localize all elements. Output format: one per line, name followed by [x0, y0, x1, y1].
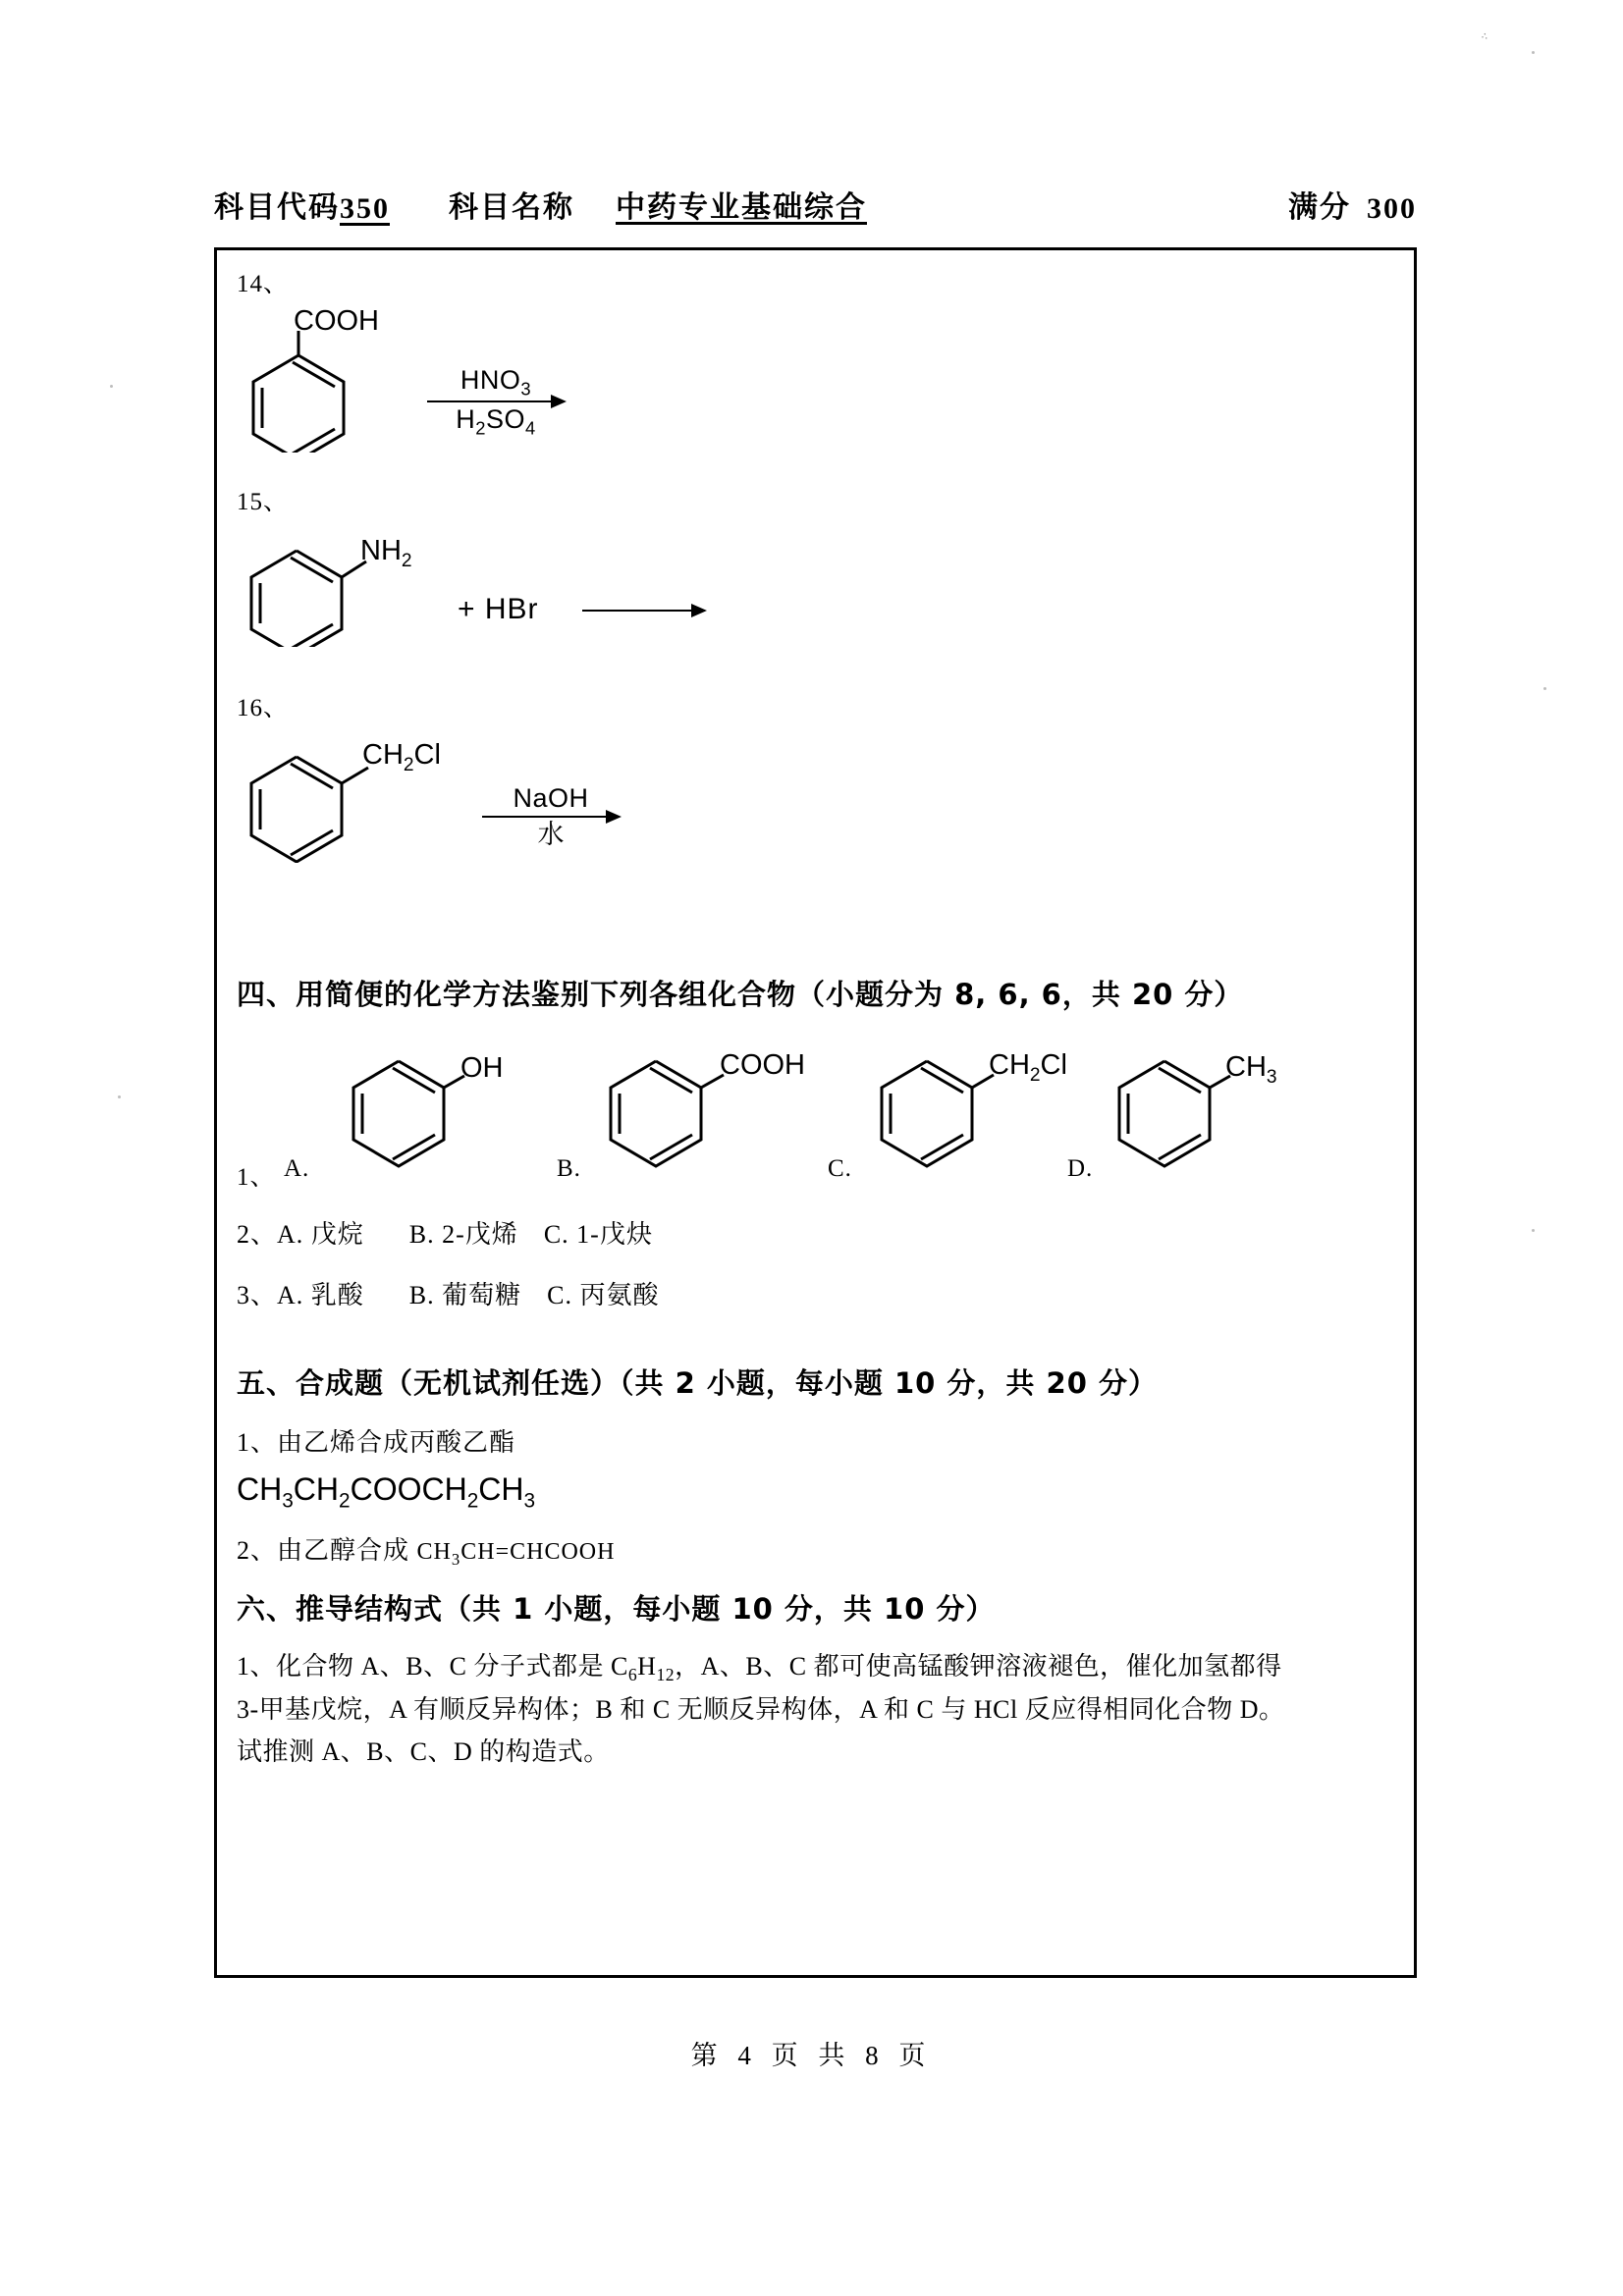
full-score-value: 300	[1367, 192, 1417, 225]
synthesis-item-2	[237, 1530, 615, 1570]
scan-artifact-corner-mark: ⁖	[1478, 28, 1490, 45]
synthesis-item-1-formula: $CH_3CH_2COOCH_2CH_3$	[237, 1471, 536, 1513]
option-letter-b: B.	[557, 1155, 581, 1182]
question-number-16: 16、	[237, 695, 290, 721]
group2-option-b: B. 2-戊烯	[408, 1220, 518, 1249]
group2-option-c: C. 1-戊炔	[543, 1220, 653, 1249]
benzyl-chloride-structure-iv	[873, 1049, 1067, 1172]
derivation-line-3: 试推测 A、B、C、D 的构造式。	[237, 1737, 610, 1767]
reaction-item-14	[237, 264, 565, 453]
derivation-line-1: 1、化合物 A、B、C 分子式都是 $C_6H_{12}$，A、B、C 都可使高锰酸钾溶液褪色，催化加氢都得	[237, 1652, 1282, 1685]
reaction-arrow-15	[582, 610, 705, 612]
section-heading-iv: 四、用简便的化学方法鉴别下列各组化合物（小题分为 8, 6, 6，共 20 分）	[237, 978, 1244, 1011]
scan-speck	[118, 1095, 121, 1098]
reaction-conditions-16	[482, 781, 620, 852]
scan-speck	[1532, 51, 1535, 54]
reagent-water: 水	[537, 820, 565, 849]
reaction-arrow-14	[427, 400, 565, 402]
substituent-label-nh2: $NH_2$	[360, 535, 412, 571]
identification-group-3	[237, 1275, 659, 1311]
benzoic-acid-structure	[243, 305, 409, 453]
substituent-label-cooh-iv: COOH	[720, 1049, 805, 1081]
question-number-14: 14、	[237, 271, 290, 297]
subject-name-value: 中药专业基础综合	[616, 191, 867, 224]
substituent-label-ch2cl: $CH_2Cl$	[362, 739, 441, 775]
section-heading-v: 五、合成题（无机试剂任选）（共 2 小题，每小题 10 分，共 20 分）	[237, 1366, 1158, 1400]
group3-option-b: B. 葡萄糖	[408, 1281, 522, 1309]
reaction-item-16	[237, 688, 620, 863]
reagent-hno3: $HNO_3$	[460, 364, 532, 399]
aniline-structure	[243, 529, 414, 647]
substituent-label-oh: OH	[460, 1052, 504, 1084]
derivation-line-2: 3-甲基戊烷，A 有顺反异构体；B 和 C 无顺反异构体，A 和 C 与 HCl 反应得相同化合物 D。	[237, 1695, 1285, 1725]
option-letter-c: C.	[828, 1155, 852, 1182]
reaction-conditions-14	[427, 363, 565, 441]
reaction-arrow-16	[482, 816, 620, 818]
scan-speck	[1532, 1229, 1535, 1232]
option-letter-d: D.	[1067, 1155, 1094, 1182]
phenol-structure	[345, 1049, 504, 1172]
option-letter-a: A.	[284, 1155, 310, 1182]
substituent-label-ch3: $CH_3$	[1225, 1051, 1277, 1088]
group3-number: 3、	[237, 1281, 278, 1309]
benzoic-acid-structure-iv	[602, 1049, 805, 1172]
substituent-label-ch2cl-iv: $CH_2Cl$	[989, 1049, 1067, 1086]
coreagent-hbr: + HBr	[458, 593, 539, 625]
derivation-question-1	[237, 1646, 1390, 1774]
question-number-15: 15、	[237, 489, 290, 515]
toluene-structure	[1110, 1049, 1277, 1172]
synthesis-item-2-formula: $CH_3CH=CHCOOH$	[416, 1539, 616, 1569]
group2-option-a: A. 戊烷	[277, 1220, 364, 1249]
group1-number: 1、	[237, 1164, 276, 1191]
page-footer: 第 4 页 共 8 页	[690, 2041, 933, 2070]
reaction-item-15	[237, 482, 705, 647]
group2-number: 2、	[237, 1220, 278, 1249]
identification-group-2	[237, 1214, 653, 1251]
exam-header	[214, 175, 1417, 226]
subject-code-label: 科目代码	[214, 191, 340, 224]
scan-speck	[1543, 687, 1546, 690]
exam-content-frame	[214, 247, 1417, 1978]
group3-option-a: A. 乳酸	[277, 1281, 364, 1309]
benzyl-chloride-structure	[243, 735, 441, 863]
subject-code-value: 350	[340, 192, 390, 225]
reagent-h2so4: $H_2SO_4$	[456, 404, 536, 439]
group3-option-c: C. 丙氨酸	[547, 1281, 660, 1309]
subject-name-label: 科目名称	[449, 191, 574, 224]
scan-speck	[110, 385, 113, 388]
synthesis-item-1: 1、由乙烯合成丙酸乙酯	[237, 1428, 516, 1457]
reagent-naoh: NaOH	[513, 782, 589, 813]
substituent-label-cooh: COOH	[294, 305, 379, 337]
full-score-label: 满分	[1288, 191, 1351, 224]
section-heading-vi: 六、推导结构式（共 1 小题，每小题 10 分，共 10 分）	[237, 1592, 996, 1626]
synthesis-item-2-prefix: 2、由乙醇合成	[237, 1536, 417, 1565]
identification-group-1	[237, 1049, 1395, 1197]
